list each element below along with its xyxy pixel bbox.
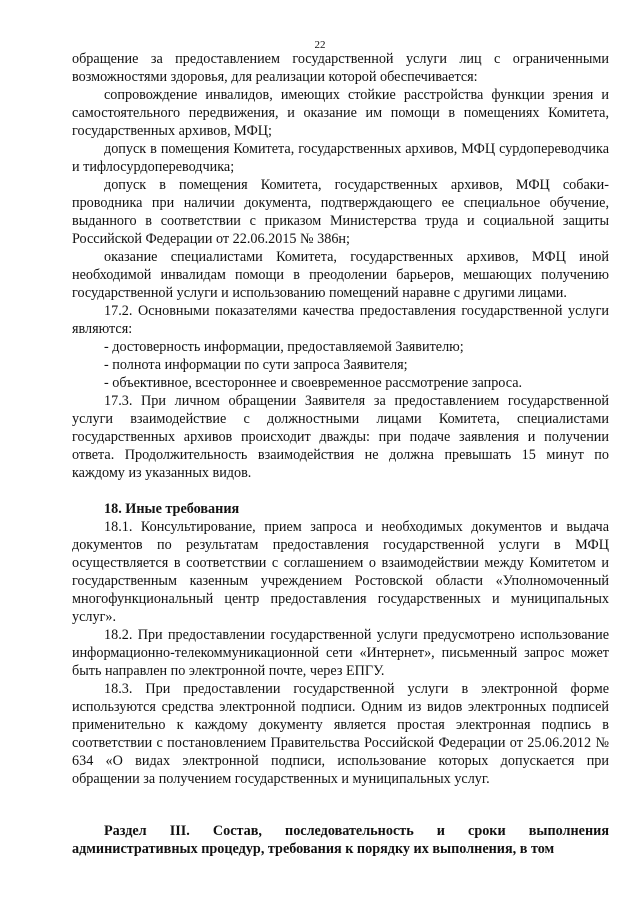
section-heading-18: 18. Иные требования (104, 501, 240, 517)
paragraph: 18.3. При предоставлении государственной услуги в электронной форме используются средства электронной подписи. Одним из видов электронных подписей применительно к каждому документу является простая электронная подпись в соответствии с постановлением Правительства Российской Федерации от 25.06.2012 № 634 «О видах электронной подписи, использование которых допускается при обращении за получением государственных и муниципальных услуг. (72, 681, 609, 787)
paragraph: 18.1. Консультирование, прием запроса и необходимых документов и выдача документов по результатам предоставления государственной услуги в МФЦ осуществляется в соответствии с соглашением о взаимодействии между Комитетом и государственным казенным учреждением Ростовской области «Уполномоченный многофункциональный центр предоставления государственных и муниципальных услуг». (72, 519, 609, 625)
paragraph: сопровождение инвалидов, имеющих стойкие расстройства функции зрения и самостоятельного передвижения, и оказание им помощи в помещениях Комитета, государственных архивов, МФЦ; (72, 87, 609, 139)
list-item: - объективное, всестороннее и своевременное рассмотрение запроса. (104, 375, 523, 391)
list-item: - достоверность информации, предоставляемой Заявителю; (104, 339, 464, 355)
paragraph: допуск в помещения Комитета, государственных архивов, МФЦ сурдопереводчика и тифлосурдопереводчика; (72, 141, 609, 175)
paragraph: обращение за предоставлением государственной услуги лиц с ограниченными возможностями здоровья, для реализации которой обеспечивается: (72, 51, 609, 85)
paragraph: 17.3. При личном обращении Заявителя за предоставлением государственной услуги взаимодействие с должностными лицами Комитета, специалистами государственных архивов происходит дважды: при подаче заявления и получении ответа. Продолжительность взаимодействия не должна превышать 15 минут по каждому из указанных видов. (72, 393, 609, 481)
document-body (72, 50, 609, 858)
paragraph: 18.2. При предоставлении государственной услуги предусмотрено использование информационно-телекоммуникационной сети «Интернет», письменный запрос может быть направлен по электронной почте, через ЕПГУ. (72, 627, 609, 679)
paragraph: допуск в помещения Комитета, государственных архивов, МФЦ собаки-проводника при наличии документа, подтверждающего ее специальное обучение, выданного в соответствии с приказом Министерства труда и социальной защиты Российской Федерации от 22.06.2015 № 386н; (72, 177, 609, 247)
paragraph: оказание специалистами Комитета, государственных архивов, МФЦ иной необходимой инвалидам помощи в преодолении барьеров, мешающих получению государственной услуги и использованию помещений наравне с другими лицами. (72, 249, 609, 301)
paragraph: 17.2. Основными показателями качества предоставления государственной услуги являются: (72, 303, 609, 337)
section-title: Раздел III. Состав, последовательность и сроки выполнения административных процедур, требования к порядку их выполнения, в том (72, 823, 609, 857)
list-item: - полнота информации по сути запроса Заявителя; (104, 357, 408, 373)
page-number: 22 (314, 39, 326, 51)
